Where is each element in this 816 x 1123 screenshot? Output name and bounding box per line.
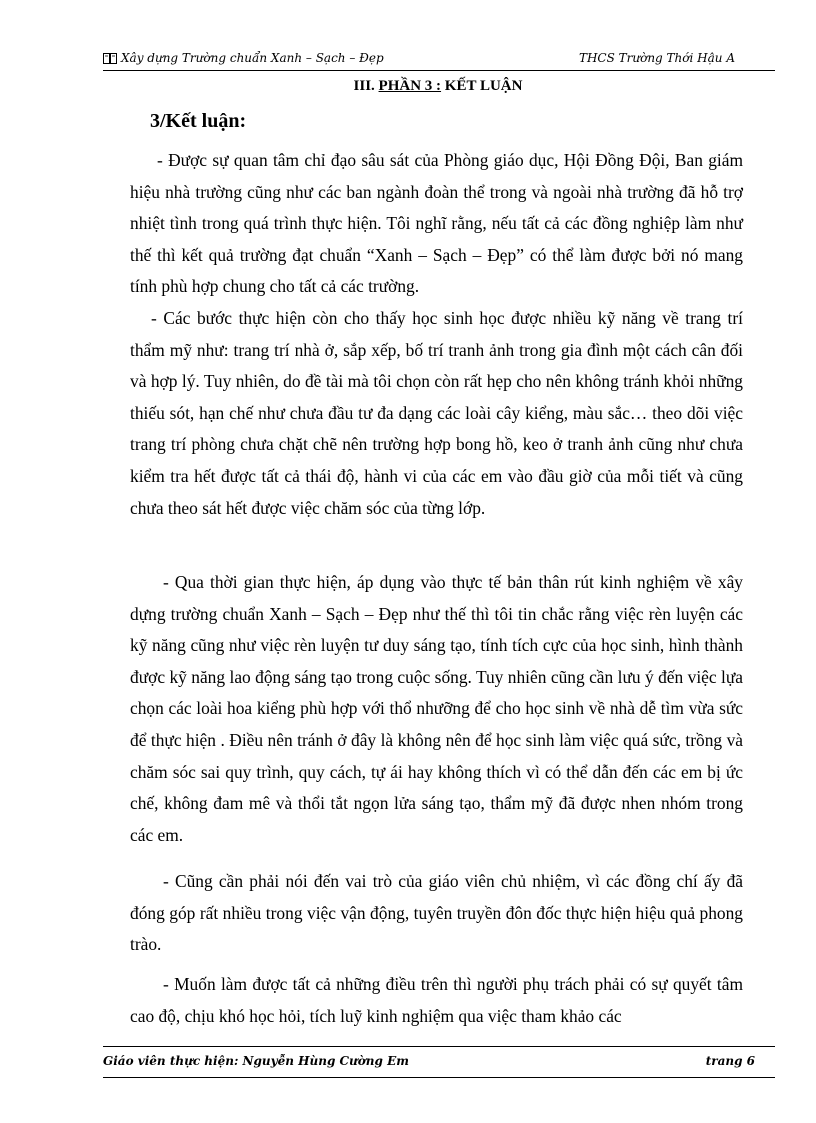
page-header bbox=[103, 50, 775, 71]
section-name: KẾT LUẬN bbox=[444, 78, 523, 94]
paragraph-5: - Muốn làm được tất cả những điều trên thì người phụ trách phải có sự quyết tâm cao độ, chịu khó học hỏi, tích luỹ kinh nghiệm qua việc tham khảo các bbox=[130, 974, 743, 1026]
paragraph-4: - Cũng cần phải nói đến vai trò của giáo viên chủ nhiệm, vì các đồng chí ấy đã đóng góp rất nhiều trong việc vận động, tuyên truyền đôn đốc thực hiện hiệu quả phong trào. bbox=[130, 871, 743, 955]
header-left-text: Xây dựng Trường chuẩn Xanh – Sạch – Đẹp bbox=[121, 51, 384, 65]
paragraph-2: - Các bước thực hiện còn cho thấy học sinh học được nhiều kỹ năng về trang trí thẩm mỹ như: trang trí nhà ở, sắp xếp, bố trí tranh ảnh trong gia đình một cách cân đối và hợp lý. Tuy nhiên, do đề tài mà tôi chọn còn rất hẹp cho nên không tránh khỏi những thiếu sót, hạn chế như chưa đầu tư đa dạng các loài cây kiểng, màu sắc… theo dõi việc trang trí phòng chưa chặt chẽ nên trường hợp bong hồ, keo ở tranh ảnh cũng như chưa kiểm tra hết được tất cả thái độ, hành vi của các em vào đầu giờ của mỗi tiết và cũng chưa theo sát hết được việc chăm sóc của từng lớp. bbox=[130, 308, 743, 518]
page-footer bbox=[103, 1046, 775, 1078]
book-icon bbox=[103, 53, 117, 64]
section-part: PHẦN 3 : bbox=[378, 78, 442, 94]
subheading: 3/Kết luận: bbox=[150, 110, 247, 132]
paragraph-1: - Được sự quan tâm chỉ đạo sâu sát của Phòng giáo dục, Hội Đồng Đội, Ban giám hiệu nhà trường cũng như các ban ngành đoàn thể trong và ngoài nhà trường đã hỗ trợ nhiệt tình trong quá trình thực hiện. Tôi nghĩ rằng, nếu tất cả các đồng nghiệp làm như thế thì kết quả trường đạt chuẩn “Xanh – Sạch – Đẹp” có thể làm được bởi nó mang tính phù hợp chung cho tất cả các trường. bbox=[130, 150, 743, 297]
section-title bbox=[0, 78, 816, 95]
header-left bbox=[103, 51, 384, 65]
page-number: trang 6 bbox=[705, 1054, 755, 1068]
footer-author: Giáo viên thực hiện: Nguyễn Hùng Cường Em bbox=[103, 1054, 409, 1068]
paragraph-3: - Qua thời gian thực hiện, áp dụng vào thực tế bản thân rút kinh nghiệm về xây dựng trường chuẩn Xanh – Sạch – Đẹp như thế thì tôi tin chắc rằng việc rèn luyện các kỹ năng cũng như việc rèn luyện tư duy sáng tạo, tính tích cực của học sinh, hình thành được kỹ năng lao động sáng tạo trong cuộc sống. Tuy nhiên cũng cần lưu ý đến việc lựa chọn các loài hoa kiểng phù hợp với thổ nhưỡng để cho học sinh về nhà dễ tìm vừa sức để thực hiện . Điều nên tránh ở đây là không nên để học sinh làm việc quá sức, trồng và chăm sóc sai quy trình, quy cách, tự ái hay không thích vì có thể dẫn đến các em bị ức chế, không đam mê và thổi tắt ngọn lửa sáng tạo, thẩm mỹ đã được nhen nhóm trong các em. bbox=[130, 572, 743, 845]
section-prefix: III. bbox=[353, 78, 375, 94]
header-right-text: THCS Trường Thới Hậu A bbox=[578, 51, 735, 65]
